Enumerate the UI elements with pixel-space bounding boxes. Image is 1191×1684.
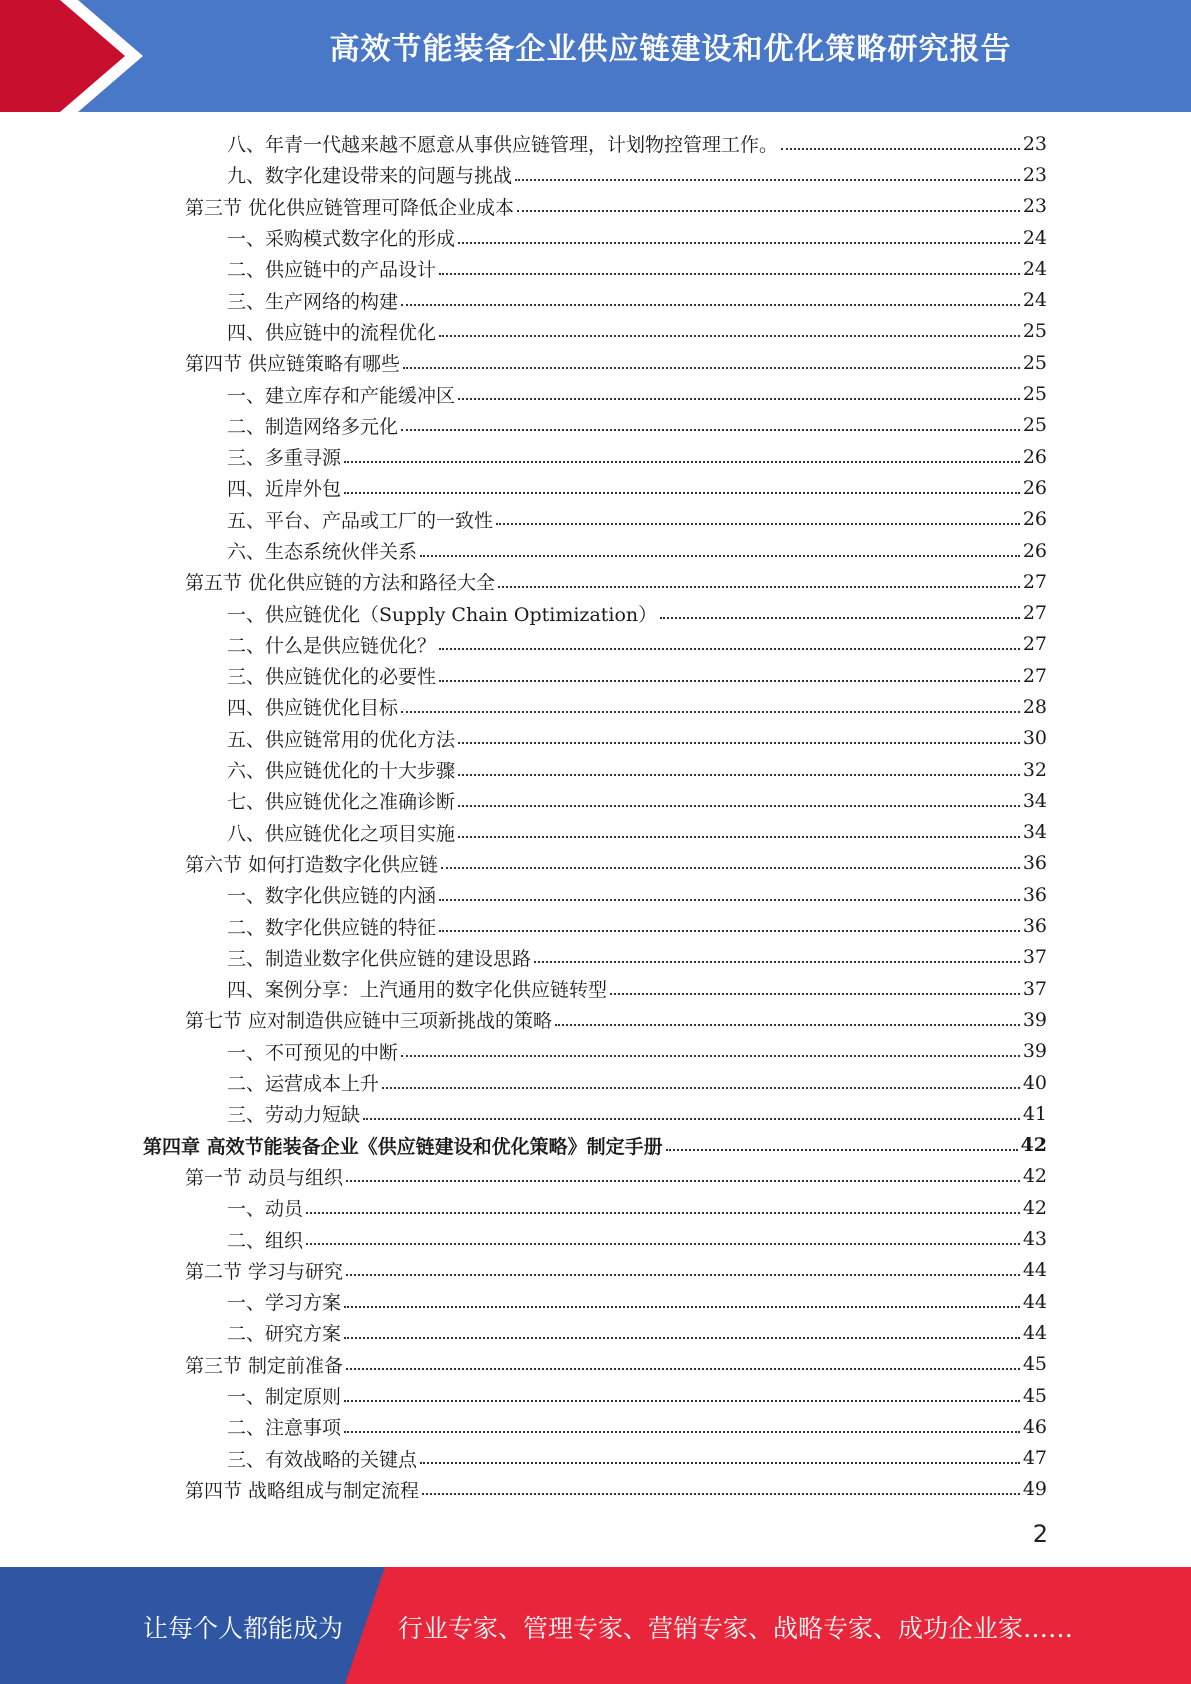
toc-entry[interactable] [0, 723, 1191, 754]
toc-entry-title: 二、制造网络多元化 [227, 415, 399, 438]
toc-entry-page: 41 [1022, 1102, 1047, 1125]
toc-entry[interactable] [0, 535, 1191, 566]
toc-leader-dots [344, 461, 1020, 463]
toc-entry-title: 三、多重寻源 [227, 447, 342, 470]
toc-entry-title: 四、供应链优化目标 [227, 697, 399, 720]
toc-entry-page: 36 [1022, 915, 1047, 938]
toc-leader-dots [441, 867, 1020, 869]
toc-entry-page: 45 [1022, 1384, 1047, 1407]
toc-entry-title: 二、运营成本上升 [227, 1073, 380, 1096]
toc-entry-page: 45 [1022, 1353, 1047, 1376]
toc-leader-dots [458, 398, 1020, 400]
toc-entry[interactable] [0, 472, 1191, 503]
toc-entry-title: 一、采购模式数字化的形成 [227, 228, 456, 251]
toc-leader-dots [344, 1337, 1020, 1339]
toc-entry[interactable] [0, 222, 1191, 253]
toc-entry[interactable] [0, 1161, 1191, 1192]
toc-entry-title: 第一节 动员与组织 [185, 1166, 344, 1189]
toc-entry[interactable] [0, 441, 1191, 472]
toc-entry-title: 五、平台、产品或工厂的一致性 [227, 509, 494, 532]
toc-entry-page: 27 [1022, 570, 1047, 593]
toc-entry[interactable] [0, 973, 1191, 1004]
toc-entry-page: 25 [1022, 383, 1047, 406]
toc-entry-page: 24 [1022, 257, 1047, 280]
toc-entry-title: 第四节 供应链策略有哪些 [185, 353, 401, 376]
toc-leader-dots [610, 993, 1020, 995]
toc-leader-dots [439, 899, 1020, 901]
toc-entry-title: 三、劳动力短缺 [227, 1104, 361, 1127]
toc-entry-title: 六、供应链优化的十大步骤 [227, 760, 456, 783]
toc-entry[interactable] [0, 691, 1191, 722]
document-title: 高效节能装备企业供应链建设和优化策略研究报告 [329, 32, 1012, 67]
toc-entry-title: 第七节 应对制造供应链中三项新挑战的策略 [185, 1010, 553, 1033]
toc-entry[interactable] [0, 504, 1191, 535]
toc-entry-title: 二、什么是供应链优化？ [227, 634, 437, 657]
toc-entry-page: 26 [1022, 539, 1047, 562]
toc-entry-page: 25 [1022, 351, 1047, 374]
toc-entry-page: 39 [1022, 1008, 1047, 1031]
toc-leader-dots [401, 429, 1020, 431]
toc-entry-page: 44 [1022, 1259, 1047, 1282]
toc-entry-page: 36 [1022, 883, 1047, 906]
toc-entry[interactable] [0, 1317, 1191, 1348]
toc-entry-page: 24 [1022, 289, 1047, 312]
toc-entry-title: 八、年青一代越来越不愿意从事供应链管理，计划物控管理工作。 [227, 134, 779, 157]
toc-entry[interactable] [0, 159, 1191, 190]
toc-leader-dots [420, 1462, 1020, 1464]
page-number: 2 [1032, 1520, 1048, 1548]
toc-entry-title: 二、供应链中的产品设计 [227, 259, 437, 282]
toc-entry[interactable] [0, 1411, 1191, 1442]
toc-entry[interactable] [0, 284, 1191, 315]
toc-leader-dots [401, 711, 1020, 713]
toc-entry-page: 34 [1022, 821, 1047, 844]
toc-entry[interactable] [0, 1036, 1191, 1067]
toc-leader-dots [306, 1243, 1020, 1245]
toc-entry-page: 25 [1022, 320, 1047, 343]
toc-entry-page: 42 [1022, 1165, 1047, 1188]
toc-leader-dots [346, 1274, 1020, 1276]
toc-entry-page: 26 [1022, 508, 1047, 531]
toc-entry[interactable] [0, 378, 1191, 409]
toc-entry-page: 42 [1022, 1196, 1047, 1219]
toc-entry-page: 46 [1022, 1415, 1047, 1438]
toc-entry-page: 26 [1022, 476, 1047, 499]
page-header [0, 0, 1191, 112]
toc-entry-page: 44 [1022, 1290, 1047, 1313]
toc-leader-dots [439, 273, 1020, 275]
toc-leader-dots [458, 742, 1020, 744]
toc-entry-page: 23 [1022, 195, 1047, 218]
toc-entry[interactable] [0, 1192, 1191, 1223]
toc-entry-page: 23 [1022, 132, 1047, 155]
toc-entry[interactable] [0, 660, 1191, 691]
toc-entry-title: 四、案例分享：上汽通用的数字化供应链转型 [227, 979, 608, 1002]
toc-entry-title: 四、供应链中的流程优化 [227, 321, 437, 344]
toc-entry-title: 一、动员 [227, 1198, 304, 1221]
toc-entry-title: 七、供应链优化之准确诊断 [227, 791, 456, 814]
toc-entry[interactable] [0, 1474, 1191, 1505]
toc-leader-dots [439, 648, 1020, 650]
toc-leader-dots [382, 1087, 1020, 1089]
toc-entry[interactable] [0, 754, 1191, 785]
toc-entry-title: 第二节 学习与研究 [185, 1260, 344, 1283]
toc-leader-dots [660, 617, 1020, 619]
toc-entry[interactable] [0, 1255, 1191, 1286]
toc-entry-title: 八、供应链优化之项目实施 [227, 822, 456, 845]
toc-entry[interactable] [0, 128, 1191, 159]
toc-entry[interactable] [0, 785, 1191, 816]
toc-entry-page: 32 [1022, 758, 1047, 781]
toc-entry[interactable] [0, 597, 1191, 628]
toc-entry[interactable] [0, 817, 1191, 848]
toc-entry-title: 九、数字化建设带来的问题与挑战 [227, 165, 513, 188]
toc-entry[interactable] [0, 1223, 1191, 1254]
toc-leader-dots [458, 805, 1020, 807]
toc-entry-title: 二、数字化供应链的特征 [227, 916, 437, 939]
toc-leader-dots [344, 1431, 1020, 1433]
toc-entry-page: 43 [1022, 1228, 1047, 1251]
toc-entry-title: 第五节 优化供应链的方法和路径大全 [185, 572, 496, 595]
table-of-contents [0, 128, 1191, 1505]
toc-leader-dots [401, 1055, 1020, 1057]
toc-entry-page: 24 [1022, 226, 1047, 249]
toc-entry[interactable] [0, 1004, 1191, 1035]
toc-entry-title: 第四章 高效节能装备企业《供应链建设和优化策略》制定手册 [143, 1135, 663, 1158]
toc-entry-title: 第六节 如何打造数字化供应链 [185, 853, 439, 876]
toc-entry[interactable] [0, 1130, 1191, 1161]
toc-entry-title: 二、研究方案 [227, 1323, 342, 1346]
toc-leader-dots [439, 335, 1020, 337]
toc-entry-page: 37 [1022, 977, 1047, 1000]
toc-entry-page: 42 [1020, 1134, 1047, 1157]
toc-leader-dots [306, 1212, 1020, 1214]
toc-entry[interactable] [0, 566, 1191, 597]
toc-entry-page: 37 [1022, 946, 1047, 969]
toc-entry-page: 28 [1022, 695, 1047, 718]
toc-entry-title: 一、学习方案 [227, 1292, 342, 1315]
toc-entry[interactable] [0, 316, 1191, 347]
toc-entry[interactable] [0, 1349, 1191, 1380]
toc-entry-title: 一、制定原则 [227, 1386, 342, 1409]
toc-leader-dots [344, 1306, 1020, 1308]
toc-leader-dots [346, 1368, 1020, 1370]
toc-entry-page: 25 [1022, 414, 1047, 437]
toc-entry-title: 一、供应链优化（Supply Chain Optimization） [227, 603, 658, 626]
toc-entry[interactable] [0, 1380, 1191, 1411]
toc-entry-title: 四、近岸外包 [227, 478, 342, 501]
toc-leader-dots [498, 586, 1020, 588]
toc-leader-dots [515, 179, 1020, 181]
toc-entry-title: 三、制造业数字化供应链的建设思路 [227, 947, 532, 970]
toc-entry-page: 44 [1022, 1321, 1047, 1344]
toc-entry-page: 27 [1022, 664, 1047, 687]
toc-entry-title: 三、有效战略的关键点 [227, 1448, 418, 1471]
page-footer [0, 1567, 1191, 1684]
toc-leader-dots [344, 1400, 1020, 1402]
toc-entry-page: 26 [1022, 445, 1047, 468]
toc-leader-dots [346, 1180, 1020, 1182]
toc-entry-title: 三、供应链优化的必要性 [227, 666, 437, 689]
toc-entry-page: 27 [1022, 633, 1047, 656]
toc-entry-page: 23 [1022, 163, 1047, 186]
toc-entry[interactable] [0, 1442, 1191, 1473]
toc-leader-dots [666, 1149, 1018, 1151]
toc-leader-dots [458, 836, 1020, 838]
toc-entry[interactable] [0, 1286, 1191, 1317]
toc-leader-dots [517, 210, 1020, 212]
toc-leader-dots [458, 242, 1020, 244]
toc-entry-title: 二、组织 [227, 1229, 304, 1252]
toc-entry[interactable] [0, 253, 1191, 284]
toc-leader-dots [422, 1493, 1020, 1495]
toc-entry-title: 二、注意事项 [227, 1417, 342, 1440]
toc-entry-page: 27 [1022, 602, 1047, 625]
toc-entry[interactable] [0, 410, 1191, 441]
toc-entry[interactable] [0, 942, 1191, 973]
toc-entry-page: 36 [1022, 852, 1047, 875]
toc-entry-title: 第三节 优化供应链管理可降低企业成本 [185, 196, 515, 219]
toc-leader-dots [401, 304, 1020, 306]
toc-leader-dots [403, 367, 1020, 369]
toc-leader-dots [781, 148, 1020, 150]
toc-entry-title: 第三节 制定前准备 [185, 1354, 344, 1377]
toc-leader-dots [534, 961, 1020, 963]
toc-entry-title: 五、供应链常用的优化方法 [227, 728, 456, 751]
footer-slogan-left: 让每个人都能成为 [143, 1614, 344, 1643]
toc-entry[interactable] [0, 347, 1191, 378]
toc-entry-title: 一、建立库存和产能缓冲区 [227, 384, 456, 407]
toc-entry-title: 第四节 战略组成与制定流程 [185, 1479, 420, 1502]
toc-entry[interactable] [0, 879, 1191, 910]
chevron-arrow-icon [0, 0, 160, 112]
toc-entry[interactable] [0, 1067, 1191, 1098]
toc-entry[interactable] [0, 848, 1191, 879]
toc-leader-dots [344, 492, 1020, 494]
toc-entry-page: 34 [1022, 789, 1047, 812]
toc-leader-dots [555, 1024, 1020, 1026]
toc-leader-dots [458, 774, 1020, 776]
toc-entry[interactable] [0, 910, 1191, 941]
toc-entry-title: 一、不可预见的中断 [227, 1041, 399, 1064]
toc-leader-dots [439, 930, 1020, 932]
footer-slogan-right: 行业专家、管理专家、营销专家、战略专家、成功企业家…… [398, 1614, 1074, 1643]
toc-entry[interactable] [0, 191, 1191, 222]
toc-entry-title: 三、生产网络的构建 [227, 290, 399, 313]
toc-entry-page: 49 [1022, 1478, 1047, 1501]
toc-entry-page: 30 [1022, 727, 1047, 750]
toc-entry-page: 47 [1022, 1447, 1047, 1470]
toc-leader-dots [420, 555, 1020, 557]
toc-entry-page: 39 [1022, 1040, 1047, 1063]
toc-entry-title: 六、生态系统伙伴关系 [227, 541, 418, 563]
toc-entry-page: 40 [1022, 1071, 1047, 1094]
toc-entry[interactable] [0, 1098, 1191, 1129]
toc-leader-dots [439, 680, 1020, 682]
toc-leader-dots [363, 1118, 1020, 1120]
toc-leader-dots [496, 523, 1020, 525]
toc-entry[interactable] [0, 629, 1191, 660]
toc-entry-title: 一、数字化供应链的内涵 [227, 885, 437, 908]
